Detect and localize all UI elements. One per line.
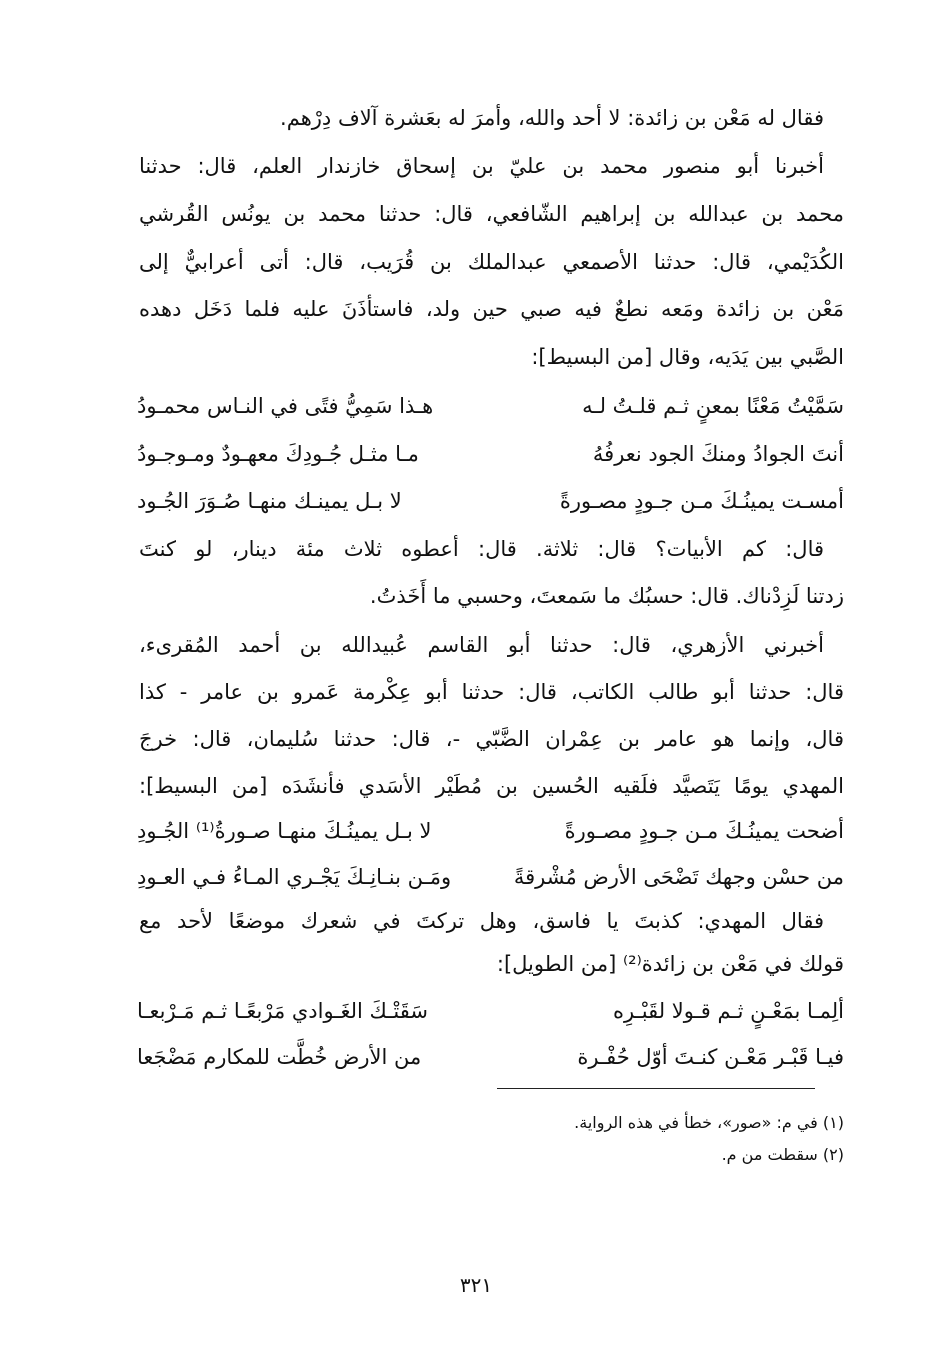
verse-line <box>137 857 844 897</box>
paragraph-line: محمد بن عبدالله بن إبراهيم الشّافعي، قال: حدثنا محمد بن يونُس القُرشي <box>139 202 844 226</box>
verse-hemistich-second: سَقَتْـكَ الغَـوادي مَرْبعًـا ثـم مَـرْبعـا <box>137 999 428 1023</box>
verse-hemistich-first: أضحت يمينُـكَ مـن جـودٍ مصـورةً <box>564 819 844 843</box>
verse-hemistich-first: من حسْن وجهك تَضْحَى الأرض مُشْرقةً <box>513 865 844 889</box>
paragraph-line: أخبرني الأزهري، قال: حدثنا أبو القاسم عُبيدالله بن أحمد المُقرىء، <box>139 633 824 657</box>
verse-line <box>137 481 844 521</box>
paragraph-line: قولك في مَعْن بن زائدة⁽²⁾ [من الطويل]: <box>496 952 844 976</box>
paragraph-line: زدتنا لَزِدْناك. قال: حسبُك ما سَمعتَ، وحسبي ما أَخَذتُ. <box>369 584 844 608</box>
verse-hemistich-first: أمسـت يمينُـكَ مـن جـودٍ مصـورةً <box>559 489 844 513</box>
paragraph-line: الكُدَيْمي، قال: حدثنا الأصمعي عبدالملك بن قُرَيب، قال: أتى أعرابيٌّ إلى <box>139 250 844 274</box>
verse-line <box>137 386 844 426</box>
verse-hemistich-second: لا بـل يمينُـكَ منهـا صـورةُ⁽¹⁾ الجُـودِ <box>137 819 432 843</box>
verse-hemistich-second: لا بـل يمينـك منهـا صُـوَرَ الجُـود <box>137 489 402 513</box>
paragraph-line: قال: حدثنا أبو طالب الكاتب، قال: حدثنا أبو عِكْرمة عَمرو بن عامر - كذا <box>139 680 844 704</box>
paragraph-line: المهدي يومًا يَتَصيَّد فلَقيه الحُسين بن مُطَيْر الأسَدي فأنشَدَه [من البسيط]: <box>139 774 844 798</box>
page-number: ٣٢١ <box>459 1273 493 1297</box>
paragraph-line: قال: كم الأبيات؟ قال: ثلاثة. قال: أعطوه ثلاث مئة دينار، لو كنتَ <box>139 537 824 561</box>
paragraph-line: فقال المهدي: كذبتَ يا فاسق، وهل تركتَ في شعرك موضعًا لأحد مع <box>139 909 824 933</box>
verse-hemistich-first: سَمَّيْتُ مَعْنًا بمعنٍ ثـم قلـتُ لـه <box>582 394 844 418</box>
paragraph-line: قال، وإنما هو عامر بن عِمْران الضَّبّي -، قال: حدثنا سُليمان، قال: خرجَ <box>139 727 844 751</box>
verse-hemistich-second: مـا مثـل جُـودِكَ معهـودٌ ومـوجـودُ <box>137 442 419 466</box>
verse-hemistich-second: هـذا سَمِيُّ فتًى في النـاس محمـودُ <box>137 394 434 418</box>
verse-hemistich-first: ألِمـا بمَعْـنٍ ثـم قـولا لقَبْـرِه <box>613 999 844 1023</box>
footnote: (١) في م: «صور»، خطأ في هذه الرواية. <box>574 1113 844 1132</box>
paragraph-line: أخبرنا أبو منصور محمد بن عليّ بن إسحاق خازندار العلم، قال: حدثنا <box>139 154 824 178</box>
paragraph-line: الصَّبي بين يَدَيه، وقال [من البسيط]: <box>531 345 844 369</box>
verse-hemistich-second: من الأرض خُطَّت للمكارم مَضْجَعا <box>137 1045 422 1069</box>
verse-line <box>137 811 844 851</box>
paragraph-line: فقال له مَعْن بن زائدة: لا أحد والله، وأمرَ له بعَشرة آلاف دِرْهم. <box>280 106 824 130</box>
verse-hemistich-second: ومَـن بنـانِـكَ يَجْـري المـاءُ فـي العـودِ <box>137 865 452 889</box>
verse-line <box>137 434 844 474</box>
verse-line <box>137 1037 844 1077</box>
footnote: (٢) سقطت من م. <box>721 1145 844 1164</box>
verse-hemistich-first: أنتَ الجوادُ ومنكَ الجود نعرفُهُ <box>592 442 844 466</box>
paragraph-line: مَعْن بن زائدة ومَعه نطعٌ فيه صبي حين ولد، فاستأذَنَ عليه فلما دَخَل دهده <box>139 297 844 321</box>
footnote-divider <box>497 1088 815 1089</box>
verse-hemistich-first: فيـا قَبْـر مَعْـن كنـتَ أوّل حُفْـرة <box>577 1045 844 1069</box>
verse-line <box>137 991 844 1031</box>
